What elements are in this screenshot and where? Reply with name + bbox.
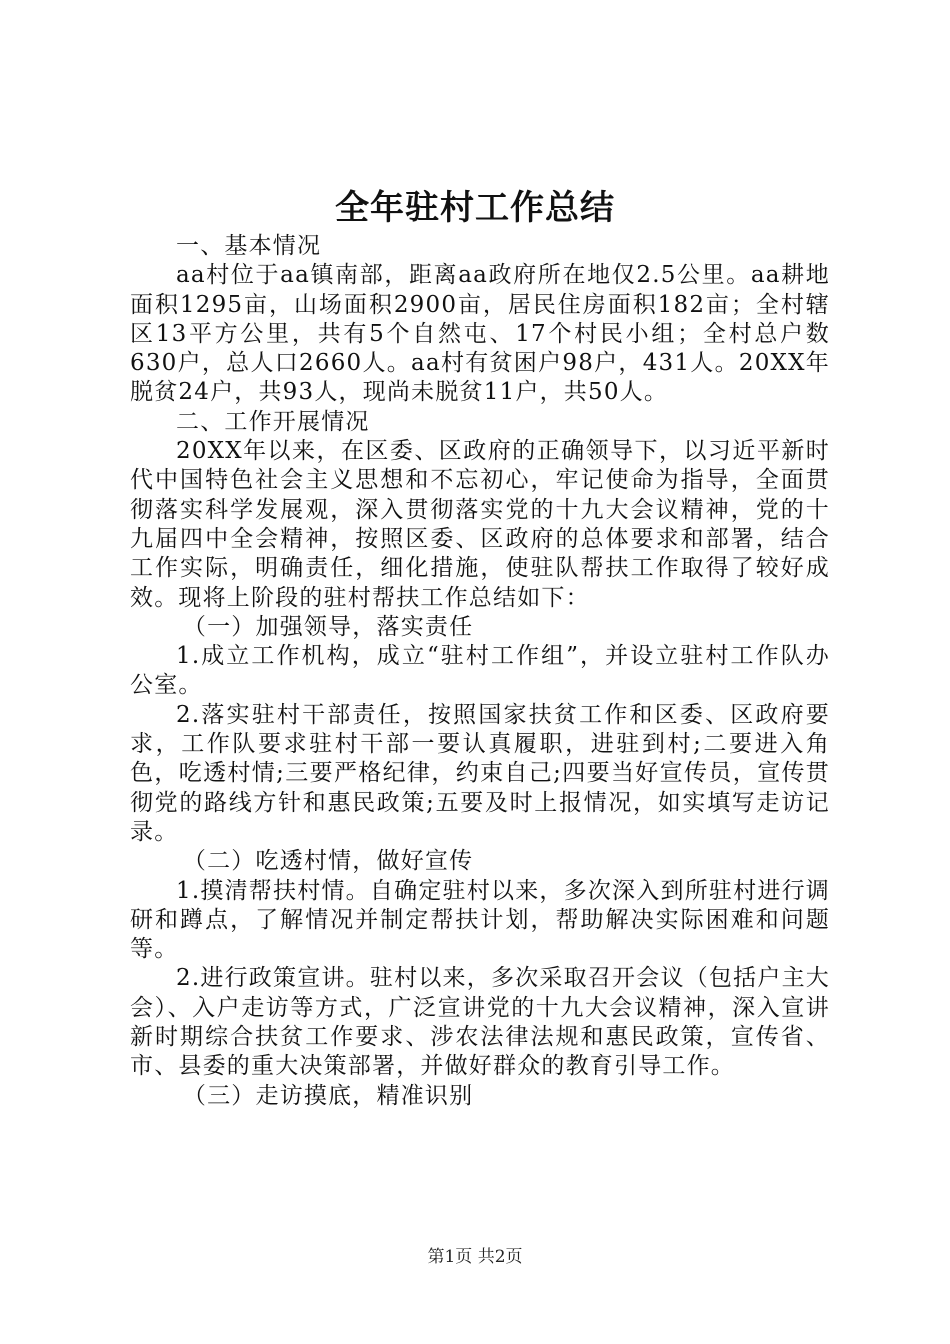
paragraph-item-1: 1.成立工作机构，成立“驻村工作组”，并设立驻村工作队办公室。 (130, 643, 830, 699)
page-number: 第1页 共2页 (427, 1247, 523, 1267)
paragraph-item-3: 1.摸清帮扶村情。自确定驻村以来，多次深入到所驻村进行调研和蹲点，了解情况并制定帮扶计划，帮助解决实际困难和问题等。 (130, 877, 830, 963)
subheading-leadership: （一）加强领导，落实责任 (182, 613, 474, 640)
paragraph-work-intro: 20XX年以来，在区委、区政府的正确领导下，以习近平新时代中国特色社会主义思想和不忘初心，牢记使命为指导，全面贯彻落实科学发展观，深入贯彻落实党的十九大会议精神，党的十九届四中全会精神，按照区委、区政府的总体要求和部署，结合工作实际，明确责任，细化措施，使驻队帮扶工作取得了较好成效。现将上阶段的驻村帮扶工作总结如下： (130, 438, 830, 611)
section-heading-basic: 一、基本情况 (176, 233, 322, 259)
subheading-visits: （三）走访摸底，精准识别 (182, 1082, 474, 1109)
subheading-village-info: （二）吃透村情，做好宣传 (182, 848, 474, 875)
document-body (130, 232, 830, 1111)
section-heading-work: 二、工作开展情况 (176, 408, 370, 435)
document-title: 全年驻村工作总结 (335, 188, 615, 228)
paragraph-item-4: 2.进行政策宣讲。驻村以来，多次采取召开会议（包括户主大会）、入户走访等方式，广泛宣讲党的十九大会议精神，深入宣讲新时期综合扶贫工作要求、涉农法律法规和惠民政策，宣传省、市、县委的重大决策部署，并做好群众的教育引导工作。 (130, 965, 830, 1080)
paragraph-item-2: 2.落实驻村干部责任，按照国家扶贫工作和区委、区政府要求，工作队要求驻村干部一要认真履职，进驻到村;二要进入角色，吃透村情;三要严格纪律，约束自己;四要当好宣传员，宣传贯彻党的路线方针和惠民政策;五要及时上报情况，如实填写走访记录。 (130, 701, 830, 845)
paragraph-basic-info: aa村位于aa镇南部，距离aa政府所在地仅2.5公里。aa耕地面积1295亩，山场面积2900亩，居民住房面积182亩；全村辖区13平方公里，共有5个自然屯、17个村民小组；全村总户数630户，总人口2660人。aa村有贫困户98户，431人。20XX年脱贫24户，共93人，现尚未脱贫11户，共50人。 (130, 262, 830, 406)
